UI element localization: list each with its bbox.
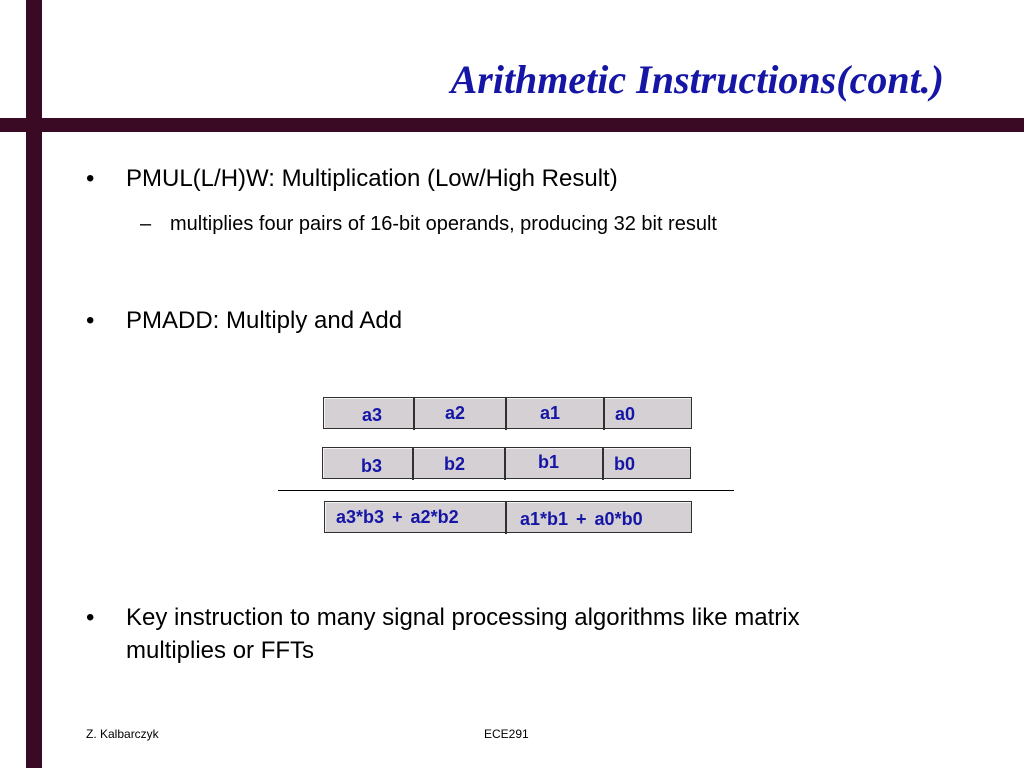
register-b-divider bbox=[412, 447, 414, 480]
bullet-mark: • bbox=[86, 307, 95, 334]
footer-author: Z. Kalbarczyk bbox=[86, 727, 159, 741]
result-cell-low: a1*b1 + a0*b0 bbox=[520, 509, 643, 529]
footer-course: ECE291 bbox=[484, 727, 529, 741]
bullet-text: PMUL(L/H)W: Multiplication (Low/High Result) bbox=[126, 165, 618, 192]
register-b-cell: b1 bbox=[538, 452, 560, 472]
register-b-divider bbox=[504, 447, 506, 480]
register-a-cell: a2 bbox=[445, 403, 466, 423]
sub-bullet-text: multiplies four pairs of 16-bit operands, producing 32 bit result bbox=[170, 213, 717, 235]
sub-bullet-mark: – bbox=[140, 213, 152, 235]
register-a-cell: a1 bbox=[540, 403, 561, 423]
slide-title: Arithmetic Instructions(cont.) bbox=[450, 57, 944, 102]
register-b-cell: b3 bbox=[361, 456, 383, 476]
register-a-divider bbox=[505, 397, 507, 430]
result-cell-high: a3*b3 + a2*b2 bbox=[336, 507, 459, 527]
register-a-divider bbox=[413, 397, 415, 430]
register-a-cell: a3 bbox=[362, 405, 383, 425]
register-b-divider bbox=[602, 447, 604, 480]
bullet-text-line1: Key instruction to many signal processing algorithms like matrix bbox=[126, 604, 800, 631]
register-b-cell: b2 bbox=[444, 454, 466, 474]
vertical-accent-bar bbox=[26, 0, 42, 768]
bullet-text-line2: multiplies or FFTs bbox=[126, 637, 315, 664]
register-a-divider bbox=[603, 397, 605, 430]
register-a-cell: a0 bbox=[615, 404, 636, 424]
bullet-mark: • bbox=[86, 604, 95, 631]
horizontal-accent-bar bbox=[0, 118, 1024, 132]
register-b-cell: b0 bbox=[614, 454, 636, 474]
bullet-mark: • bbox=[86, 165, 95, 192]
bullet-text: PMADD: Multiply and Add bbox=[126, 307, 403, 334]
sum-rule bbox=[278, 490, 734, 491]
result-divider bbox=[505, 501, 507, 534]
